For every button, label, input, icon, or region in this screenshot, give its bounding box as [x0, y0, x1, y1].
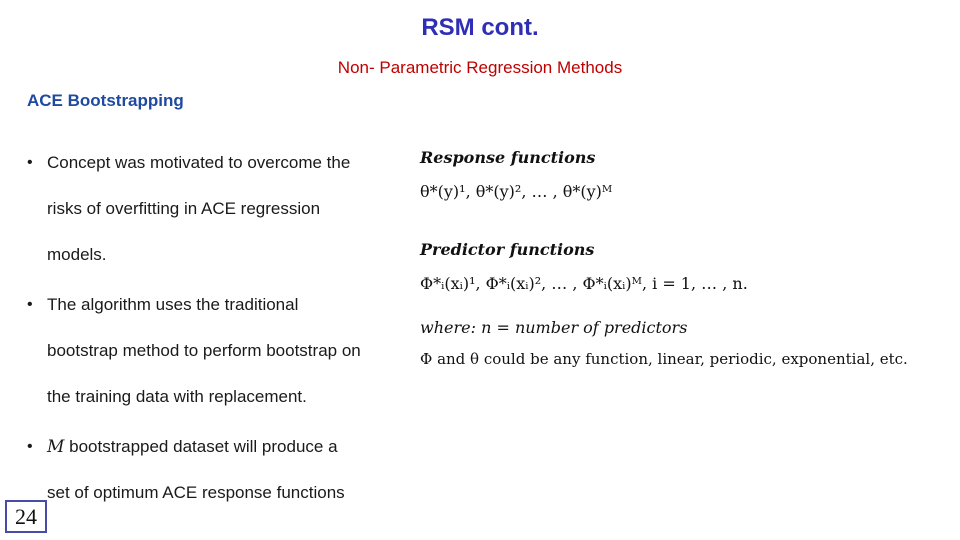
slide-title: RSM cont.	[421, 14, 539, 41]
bullet-line: Concept was motivated to overcome the	[47, 153, 351, 172]
bullet-line: risks of overfitting in ACE regression	[47, 199, 321, 218]
bullet-dot-icon: •	[27, 296, 33, 313]
bullet-dot-icon: •	[27, 154, 33, 171]
bullet-dot-icon: •	[27, 438, 33, 455]
bullet-line: the training data with replacement.	[47, 387, 307, 406]
bullet-text: bootstrapped dataset will produce a	[64, 437, 338, 456]
predictor-functions-heading: Predictor functions	[420, 240, 595, 259]
bullet-list	[27, 140, 412, 516]
bullet-line: models.	[47, 245, 107, 264]
bullet-item	[27, 282, 412, 420]
bullet-line	[47, 424, 412, 470]
bullet-line: The algorithm uses the traditional	[47, 295, 299, 314]
predictor-functions-formula: Φ*ᵢ(xᵢ)¹, Φ*ᵢ(xᵢ)², … , Φ*ᵢ(xᵢ)ᴹ, i = 1, … , n.	[420, 274, 748, 293]
slide-subtitle: Non- Parametric Regression Methods	[337, 58, 623, 77]
bullet-item	[27, 140, 412, 278]
page-number: 24	[5, 500, 47, 533]
section-heading: ACE Bootstrapping	[27, 91, 184, 110]
bullet-item	[27, 424, 412, 516]
math-variable: M	[47, 437, 65, 457]
response-functions-heading: Response functions	[420, 148, 596, 167]
response-functions-formula: θ*(y)¹, θ*(y)², … , θ*(y)ᴹ	[420, 182, 613, 201]
note-line: Φ and θ could be any function, linear, periodic, exponential, etc.	[420, 350, 908, 368]
bullet-line: set of optimum ACE response functions	[47, 483, 345, 502]
bullet-line: bootstrap method to perform bootstrap on	[47, 341, 361, 360]
where-line: where: n = number of predictors	[420, 318, 688, 337]
